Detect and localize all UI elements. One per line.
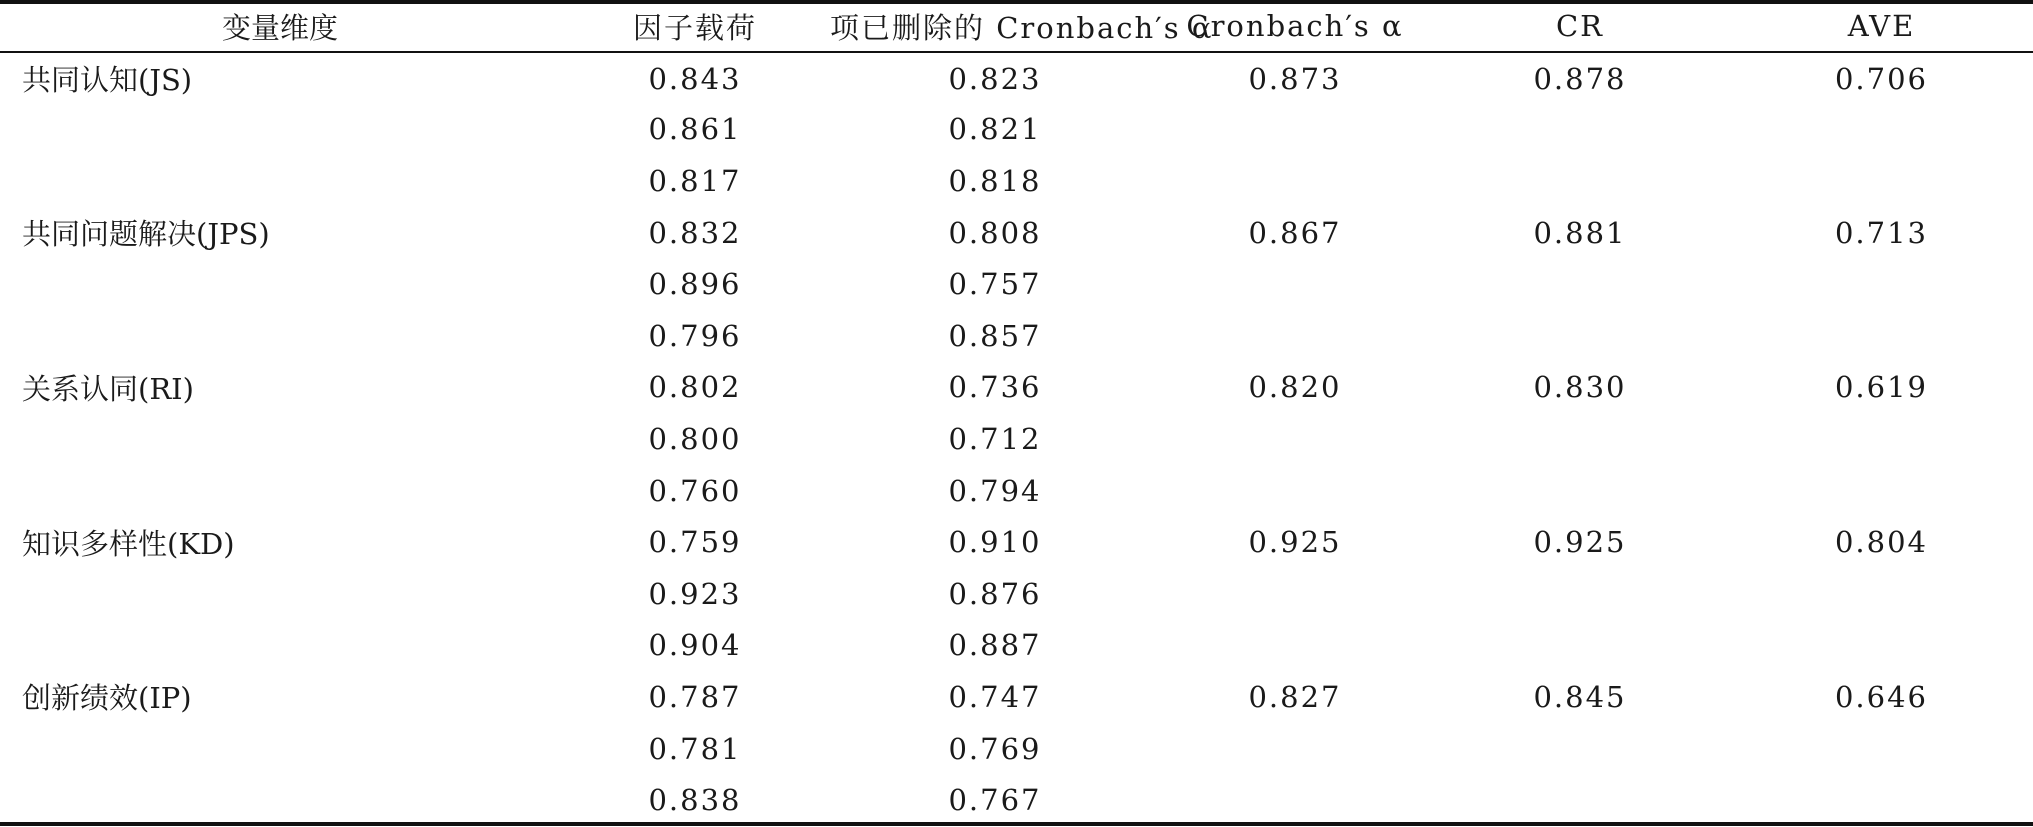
factor-loading-cell: 0.861 xyxy=(648,112,742,147)
cronbach-alpha-cell xyxy=(1160,413,1430,465)
cronbach-alpha-cell xyxy=(1160,310,1430,362)
header-alpha-if-deleted: 项已删除的 Cronbach′s α xyxy=(830,10,1214,45)
factor-loading-cell: 0.759 xyxy=(648,525,742,560)
dimension-cell: 共同认知(JS) xyxy=(22,63,193,98)
ave-cell: 0.804 xyxy=(1834,525,1929,560)
alpha-if-deleted-cell: 0.821 xyxy=(948,112,1042,147)
ave-cell: 0.646 xyxy=(1834,679,1929,714)
header-ave: AVE xyxy=(1847,9,1916,43)
factor-loading-cell: 0.796 xyxy=(648,318,742,353)
dimension-cell xyxy=(0,620,560,672)
alpha-if-deleted-cell: 0.910 xyxy=(948,525,1042,560)
table-row xyxy=(0,104,2033,156)
alpha-if-deleted-cell: 0.818 xyxy=(948,163,1042,198)
table-row xyxy=(0,413,2033,465)
cr-cell xyxy=(1430,774,1730,826)
cronbach-alpha-cell xyxy=(1160,568,1430,620)
cr-cell: 0.878 xyxy=(1533,61,1627,96)
dimension-cell xyxy=(0,774,560,826)
cronbach-alpha-cell xyxy=(1160,155,1430,207)
cr-cell: 0.830 xyxy=(1533,370,1627,405)
alpha-if-deleted-cell: 0.767 xyxy=(948,783,1042,818)
factor-loading-cell: 0.817 xyxy=(648,163,742,198)
alpha-if-deleted-cell: 0.794 xyxy=(948,473,1042,508)
factor-loading-cell: 0.787 xyxy=(648,679,742,714)
alpha-if-deleted-cell: 0.823 xyxy=(948,61,1042,96)
cr-cell xyxy=(1430,310,1730,362)
table-body xyxy=(0,52,2033,826)
ave-cell xyxy=(1730,568,2033,620)
ave-cell xyxy=(1730,723,2033,775)
ave-cell: 0.713 xyxy=(1834,215,1929,250)
alpha-if-deleted-cell: 0.769 xyxy=(948,731,1042,766)
alpha-if-deleted-cell: 0.712 xyxy=(948,421,1042,456)
alpha-if-deleted-cell: 0.857 xyxy=(948,318,1042,353)
alpha-if-deleted-cell: 0.808 xyxy=(948,215,1042,250)
alpha-if-deleted-cell: 0.887 xyxy=(948,628,1042,663)
ave-cell xyxy=(1730,413,2033,465)
table-row xyxy=(0,723,2033,775)
factor-loading-cell: 0.832 xyxy=(648,215,742,250)
alpha-if-deleted-cell: 0.747 xyxy=(948,679,1042,714)
cr-cell xyxy=(1430,723,1730,775)
ave-cell xyxy=(1730,774,2033,826)
cr-cell xyxy=(1430,104,1730,156)
factor-loading-cell: 0.923 xyxy=(648,576,742,611)
table-row xyxy=(0,258,2033,310)
cronbach-alpha-cell: 0.827 xyxy=(1248,679,1342,714)
cr-cell: 0.925 xyxy=(1533,525,1627,560)
ave-cell xyxy=(1730,104,2033,156)
ave-cell: 0.619 xyxy=(1834,370,1929,405)
table-row xyxy=(0,207,2033,259)
cronbach-alpha-cell xyxy=(1160,465,1430,517)
dimension-cell xyxy=(0,465,560,517)
alpha-if-deleted-cell: 0.757 xyxy=(948,267,1042,302)
factor-loading-cell: 0.760 xyxy=(648,473,742,508)
cr-cell xyxy=(1430,620,1730,672)
dimension-cell: 知识多样性(KD) xyxy=(22,526,235,561)
ave-cell xyxy=(1730,258,2033,310)
cronbach-alpha-cell: 0.873 xyxy=(1248,61,1342,96)
cr-cell xyxy=(1430,465,1730,517)
table-row xyxy=(0,362,2033,414)
header-dimension: 变量维度 xyxy=(221,10,338,45)
table-row xyxy=(0,155,2033,207)
cr-cell: 0.881 xyxy=(1533,215,1627,250)
table-row xyxy=(0,620,2033,672)
dimension-cell: 共同问题解决(JPS) xyxy=(22,217,270,252)
cronbach-alpha-cell: 0.925 xyxy=(1248,525,1342,560)
cronbach-alpha-cell: 0.867 xyxy=(1248,215,1342,250)
cronbach-alpha-cell xyxy=(1160,258,1430,310)
cr-cell: 0.845 xyxy=(1533,679,1627,714)
dimension-cell xyxy=(0,568,560,620)
ave-cell xyxy=(1730,465,2033,517)
cronbach-alpha-cell xyxy=(1160,620,1430,672)
cr-cell xyxy=(1430,413,1730,465)
factor-loading-cell: 0.896 xyxy=(648,267,742,302)
alpha-if-deleted-cell: 0.736 xyxy=(948,370,1042,405)
dimension-cell xyxy=(0,155,560,207)
dimension-cell xyxy=(0,258,560,310)
dimension-cell xyxy=(0,413,560,465)
table-row xyxy=(0,52,2033,104)
dimension-cell: 创新绩效(IP) xyxy=(22,681,192,716)
ave-cell: 0.706 xyxy=(1834,61,1929,96)
table-row xyxy=(0,465,2033,517)
header-cr: CR xyxy=(1555,9,1605,43)
cr-cell xyxy=(1430,258,1730,310)
cronbach-alpha-cell xyxy=(1160,774,1430,826)
dimension-cell: 关系认同(RI) xyxy=(22,371,194,406)
factor-loading-cell: 0.843 xyxy=(648,61,742,96)
factor-loading-cell: 0.802 xyxy=(648,370,742,405)
ave-cell xyxy=(1730,620,2033,672)
cr-cell xyxy=(1430,568,1730,620)
cronbach-alpha-cell xyxy=(1160,104,1430,156)
dimension-cell xyxy=(0,310,560,362)
header-row xyxy=(0,0,2033,52)
factor-loading-cell: 0.838 xyxy=(648,783,742,818)
header-cronbach-alpha: Cronbach′s α xyxy=(1186,9,1404,43)
table-row xyxy=(0,516,2033,568)
dimension-cell xyxy=(0,723,560,775)
cronbach-alpha-cell: 0.820 xyxy=(1248,370,1342,405)
cr-cell xyxy=(1430,155,1730,207)
table-row xyxy=(0,774,2033,826)
table-row xyxy=(0,568,2033,620)
factor-loading-cell: 0.800 xyxy=(648,421,742,456)
header-factor-loading: 因子载荷 xyxy=(632,10,757,45)
cronbach-alpha-cell xyxy=(1160,723,1430,775)
alpha-if-deleted-cell: 0.876 xyxy=(948,576,1042,611)
table-row xyxy=(0,671,2033,723)
dimension-cell xyxy=(0,104,560,156)
table-row xyxy=(0,310,2033,362)
factor-loading-cell: 0.904 xyxy=(648,628,742,663)
ave-cell xyxy=(1730,155,2033,207)
factor-loading-cell: 0.781 xyxy=(648,731,742,766)
ave-cell xyxy=(1730,310,2033,362)
